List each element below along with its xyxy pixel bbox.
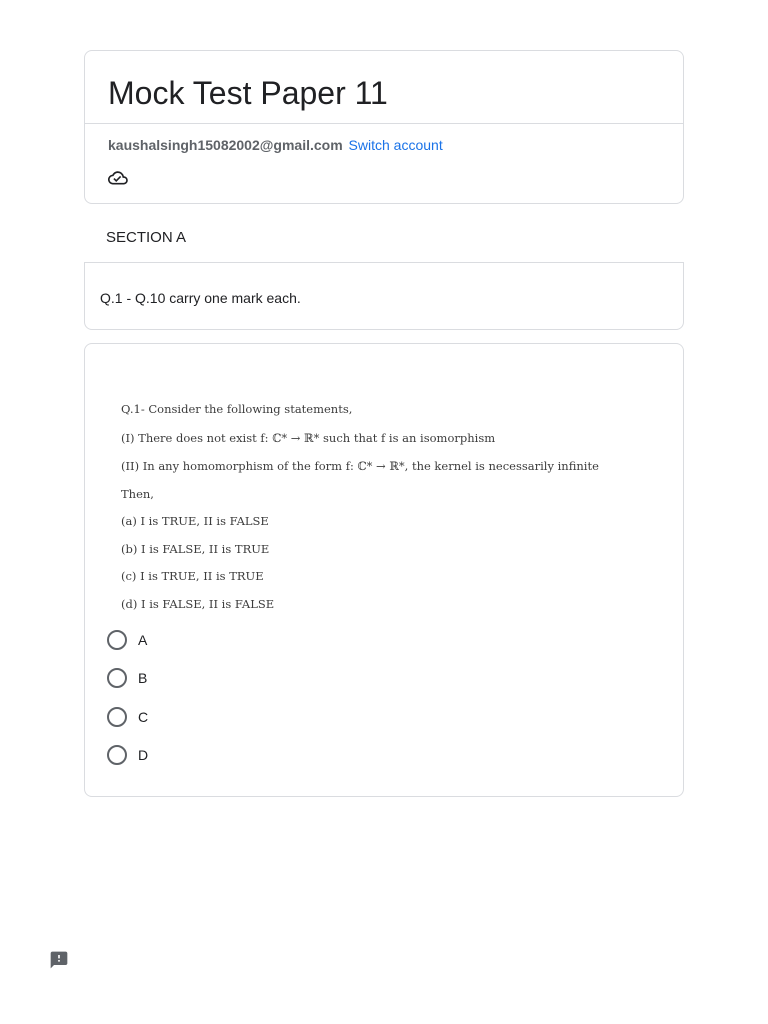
choice-b-text: (b) I is FALSE, II is TRUE: [121, 542, 270, 556]
option-d[interactable]: [107, 743, 148, 767]
form-title: Mock Test Paper 11: [108, 75, 388, 111]
option-label: C: [138, 709, 149, 725]
account-row: [108, 135, 443, 155]
choice-d-text: (d) I is FALSE, II is FALSE: [121, 597, 275, 611]
form-header-card: [84, 50, 684, 204]
header-divider: [85, 123, 683, 124]
option-c[interactable]: [107, 705, 148, 729]
feedback-icon[interactable]: [49, 950, 69, 970]
choice-c-text: (c) I is TRUE, II is TRUE: [121, 569, 264, 583]
option-label: A: [138, 632, 148, 648]
statement-1: (I) There does not exist f: ℂ* → ℝ* such that f is an isomorphism: [121, 431, 496, 445]
radio-button[interactable]: [107, 668, 127, 688]
switch-account-link[interactable]: Switch account: [348, 137, 443, 153]
radio-button[interactable]: [107, 707, 127, 727]
question-then: Then,: [121, 487, 154, 501]
option-b[interactable]: [107, 666, 147, 690]
section-description: Q.1 - Q.10 carry one mark each.: [100, 290, 301, 306]
cloud-check-icon: [107, 167, 129, 189]
radio-button[interactable]: [107, 745, 127, 765]
statement-2: (II) In any homomorphism of the form f: ℂ* → ℝ*, the kernel is necessarily infinite: [121, 459, 599, 473]
choice-a-text: (a) I is TRUE, II is FALSE: [121, 514, 269, 528]
option-a[interactable]: [107, 628, 147, 652]
option-label: D: [138, 747, 149, 763]
option-label: B: [138, 670, 148, 686]
radio-button[interactable]: [107, 630, 127, 650]
question-stem: Q.1- Consider the following statements,: [121, 402, 353, 416]
question-card: [84, 343, 684, 797]
section-description-card: [84, 262, 684, 330]
section-title: SECTION A: [106, 229, 187, 246]
account-email: kaushalsingh15082002@gmail.com: [108, 137, 343, 153]
